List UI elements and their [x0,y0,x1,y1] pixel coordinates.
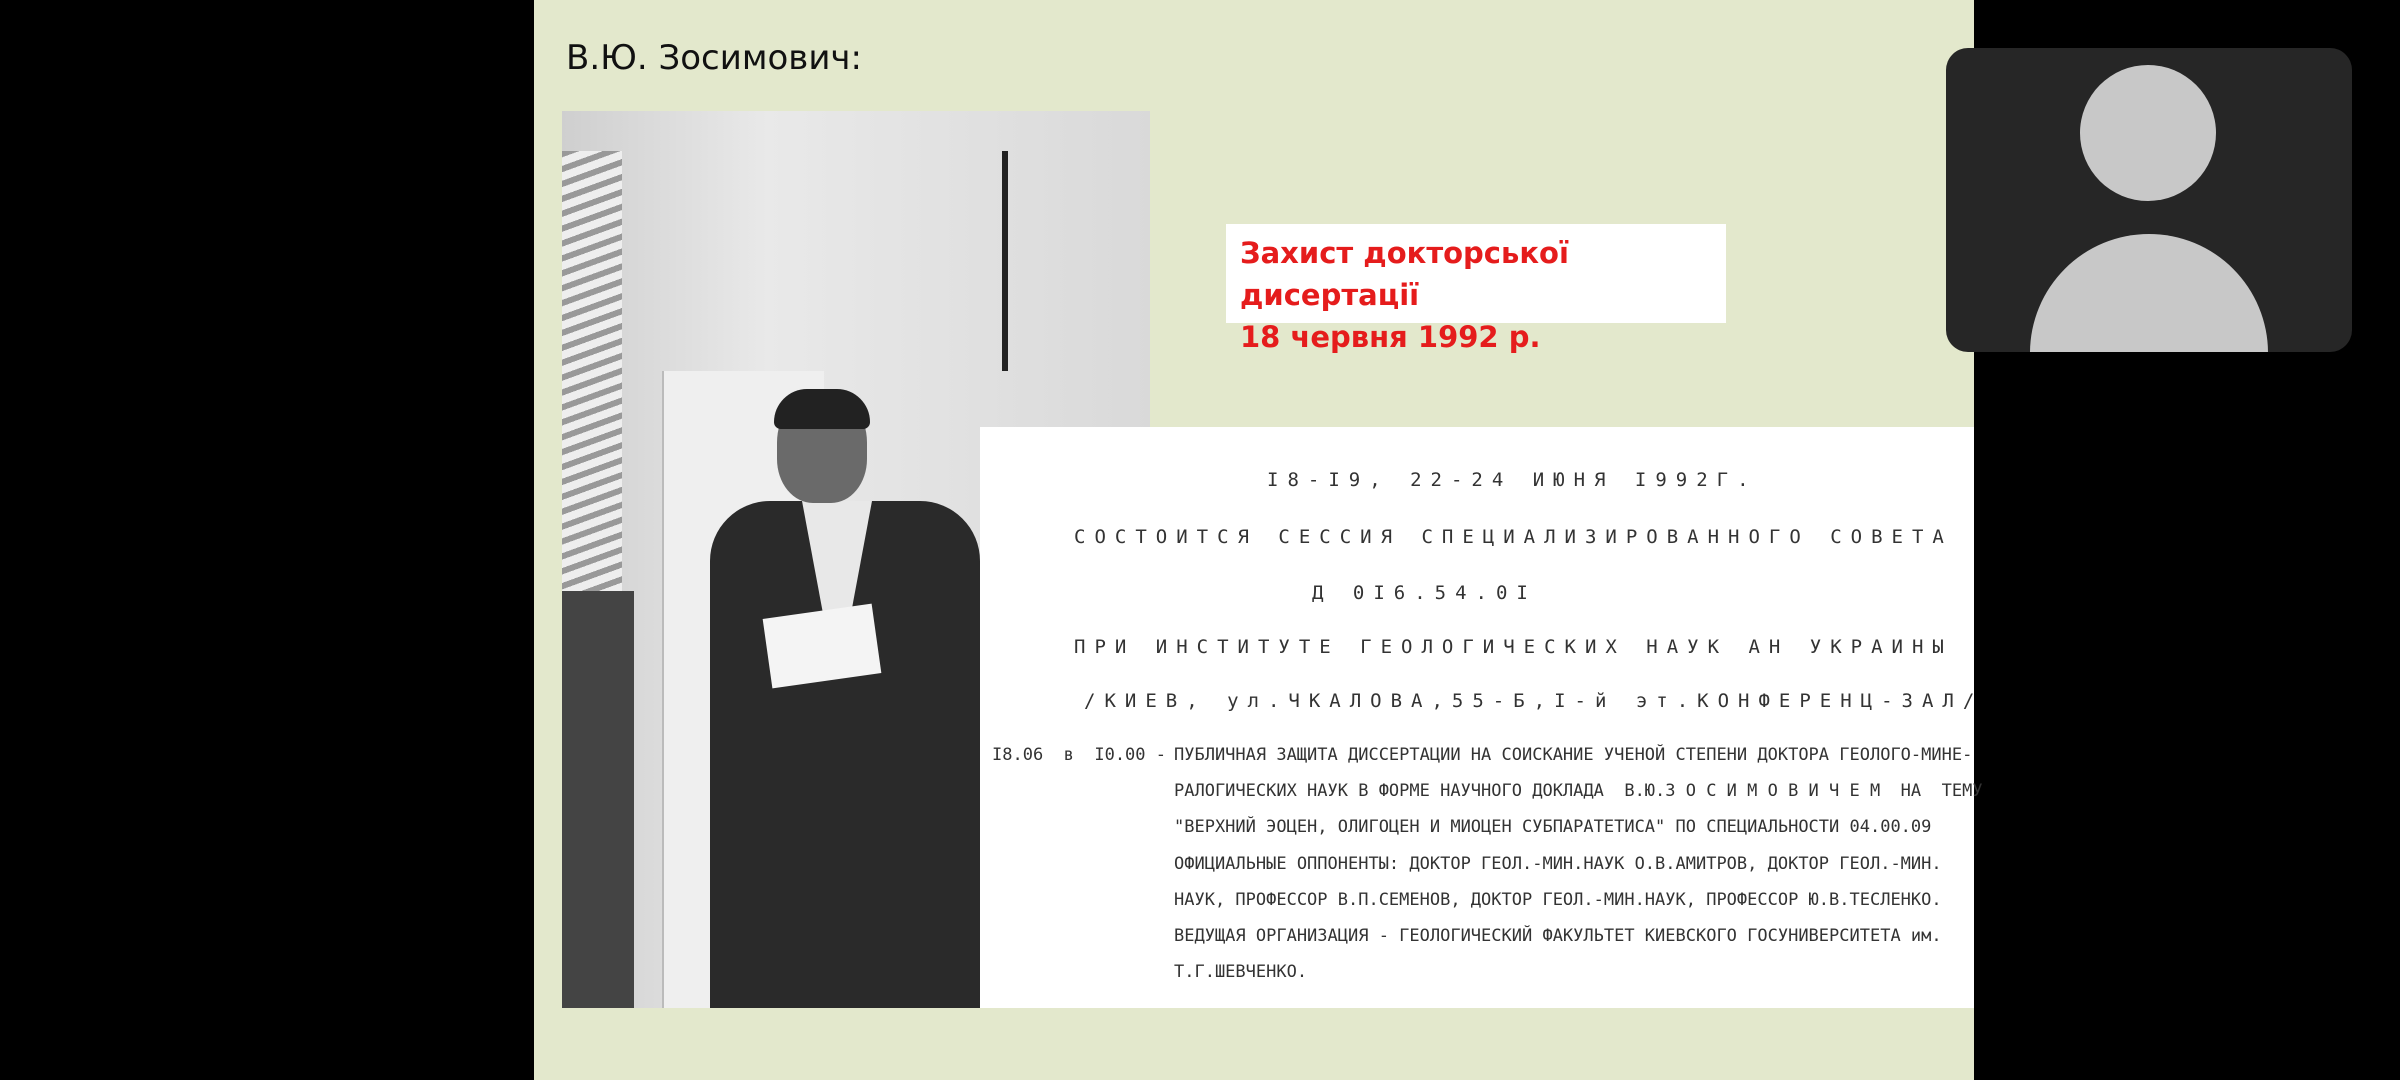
announce-date-time: I8.06 в I0.00 - [992,745,1166,765]
announce-body-line: НАУК, ПРОФЕССОР В.П.СЕМЕНОВ, ДОКТОР ГЕОЛ.-МИН.НАУК, ПРОФЕССОР Ю.В.ТЕСЛЕНКО. [1174,890,1942,910]
announcement-document [980,427,1984,1008]
photo-plant [562,151,622,651]
participant-video-tile[interactable] [1946,48,2352,352]
announce-council-code: Д 0I6.54.0I [1312,582,1537,604]
caption-line-1: Захист докторської дисертації [1240,236,1569,312]
announce-body-line: ВЕДУЩАЯ ОРГАНИЗАЦИЯ - ГЕОЛОГИЧЕСКИЙ ФАКУЛЬТЕТ КИЕВСКОГО ГОСУНИВЕРСИТЕТА им. [1174,926,1942,946]
user-avatar-body [2030,234,2268,352]
announce-address: /КИЕВ, ул.ЧКАЛОВА,55-Б,I-й эт.КОНФЕРЕНЦ-ЗАЛ/ [1084,690,1984,712]
announce-body-line: ОФИЦИАЛЬНЫЕ ОППОНЕНТЫ: ДОКТОР ГЕОЛ.-МИН.НАУК О.В.АМИТРОВ, ДОКТОР ГЕОЛ.-МИН. [1174,854,1942,874]
caption-line-2: 18 червня 1992 р. [1240,320,1541,354]
slide-title: В.Ю. Зосимович: [566,38,862,78]
photo-pointer [1002,151,1008,371]
photo-board [562,591,634,1008]
user-avatar-icon [2080,65,2216,201]
announce-body-line: РАЛОГИЧЕСКИХ НАУК В ФОРМЕ НАУЧНОГО ДОКЛАДА В.Ю.З О С И М О В И Ч Е М НА ТЕМУ [1174,781,1983,801]
announce-dates: I8-I9, 22-24 ИЮНЯ I992Г. [1267,469,1758,491]
announce-body-line: "ВЕРХНИЙ ЭОЦЕН, ОЛИГОЦЕН И МИОЦЕН СУБПАРАТЕТИСА" ПО СПЕЦИАЛЬНОСТИ 04.00.09 [1174,817,1932,837]
announce-body-line: Т.Г.ШЕВЧЕНКО. [1174,962,1308,982]
presentation-slide [534,0,1984,1080]
photo-speaker-hair [774,389,870,429]
announce-session: СОСТОИТСЯ СЕССИЯ СПЕЦИАЛИЗИРОВАННОГО СОВЕТА [1074,526,1953,548]
announce-institute: ПРИ ИНСТИТУТЕ ГЕОЛОГИЧЕСКИХ НАУК АН УКРАИНЫ [1074,636,1953,658]
caption-box [1226,224,1726,354]
announce-body-line: ПУБЛИЧНАЯ ЗАЩИТА ДИССЕРТАЦИИ НА СОИСКАНИЕ УЧЕНОЙ СТЕПЕНИ ДОКТОРА ГЕОЛОГО-МИНЕ- [1174,745,1973,765]
